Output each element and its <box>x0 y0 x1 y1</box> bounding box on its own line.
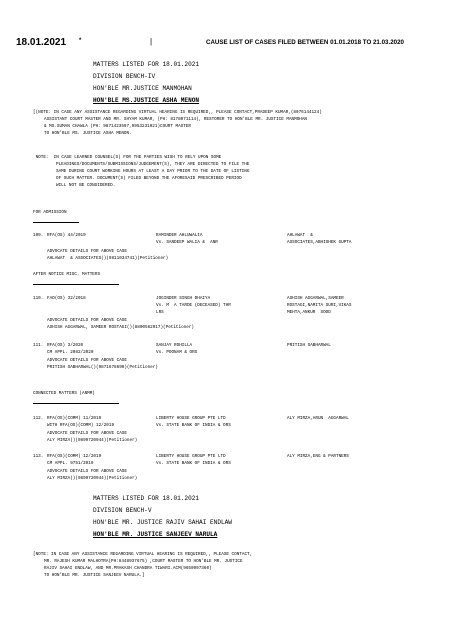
case-advocate: PRITISH SABHARWAL <box>287 343 331 348</box>
list-date-marker: * <box>79 38 82 44</box>
section-heading: FOR ADMISSION <box>33 210 67 215</box>
note-line: PLEADINGS/DOCUMENTS/SUBMISSIONS/JUDGEMENT(S), THEY ARE DIRECTED TO FILE THE <box>56 162 250 167</box>
case-title: RFA(OS)(COMM) 11/2019 <box>47 416 102 421</box>
section-heading: CONNECTED MATTERS (ANMM) <box>33 391 95 396</box>
advocate-details: ADVOCATE DETAILS FOR ABOVE CASE <box>47 431 127 436</box>
case-advocate: MEHTA,ANKUR SOOD <box>287 310 331 315</box>
note-line: OF SUCH MATTER. DOCUMENT(S) FILED BEYOND THE AFORESAID PRESCRIBED PERIOD <box>56 176 242 181</box>
note-line: TO HON'BLE MR. JUSTICE SANJEEV NARULA.] <box>44 573 145 578</box>
case-number: 110. <box>33 296 44 301</box>
bench-matters-listed: MATTERS LISTED FOR 18.01.2021 <box>93 61 200 68</box>
section-divider <box>33 284 119 285</box>
case-application: WITH RFA(OS)(COMM) 12/2019 <box>47 423 115 428</box>
case-number: 112. <box>33 416 44 421</box>
case-party: LIBERTY HOUSE GROUP PTE LTD <box>156 454 226 459</box>
case-advocate: AHLAWAT & <box>287 233 313 238</box>
case-party: RAMINDER AHLUWALIA <box>156 233 203 238</box>
case-advocate: ASSOCIATES,ABHISHEK GUPTA <box>287 240 352 245</box>
bench-division: DIVISION BENCH-V <box>93 507 152 514</box>
note-line: ASSISTANT COURT MASTER AND MR. SHYAM KUMAR, (PH: 8178071114), RESTORER TO HON'BLE MR. JUSTICE MANMOHAN <box>44 117 308 122</box>
note-line: MR. RAJESH KUMAR MALHOTRA(PH:8448937675) ,COURT MASTER TO HON'BLE MR. JUSTICE <box>44 559 243 564</box>
note-line: NOTE: IN CASE LEARNED COUNSEL(S) FOR THE PARTIES WISH TO RELY UPON SOME <box>33 155 222 160</box>
case-number: 111. <box>33 343 44 348</box>
bench-matters-listed: MATTERS LISTED FOR 18.01.2021 <box>93 495 200 502</box>
case-title: RFA(OS)(COMM) 12/2019 <box>47 454 102 459</box>
case-advocate: ALY MIRZA,ARUN AGGARWAL <box>287 416 349 421</box>
advocate-details: ALY MIRZA()(9899720944)(Petitioner) <box>47 438 138 443</box>
note-line: WILL NOT BE CONSIDERED. <box>56 183 116 188</box>
case-advocate: ALY MIRZA,ENG & PARTNERS <box>287 454 349 459</box>
case-title: FAO(OS) 32/2018 <box>47 296 86 301</box>
case-party: Vs. SANDEEP WALIA & ANR <box>156 240 218 245</box>
case-party: LRS <box>156 310 164 315</box>
section-divider <box>33 403 119 404</box>
header-separator: | <box>150 37 153 46</box>
advocate-details: ASHISH AGGARWAL, SAMEER ROSTAGI()(8800562917)(Petitioner) <box>47 325 194 330</box>
case-title: RFA(OS) 44/2019 <box>47 233 86 238</box>
note-line: [(NOTE: IN CASE ANY ASSISTANCE REGARDING VIRTUAL HEARING IS REQUIRED,, PLEASE CONTACT,PRADEEP KUMAR,(8076144124) <box>33 110 322 115</box>
case-party: JOGINDER SINGH DHAIYA <box>156 296 211 301</box>
advocate-details: AHLAWAT & ASSOCIATES()(9811034741)(Petitioner) <box>47 256 169 261</box>
list-date: 18.01.2021 <box>16 37 67 48</box>
advocate-details: ADVOCATE DETAILS FOR ABOVE CASE <box>47 318 127 323</box>
section-heading: AFTER NOTICE MISC. MATTERS <box>33 272 101 277</box>
case-number: 109. <box>33 233 44 238</box>
case-party: Vs. STATE BANK OF INDIA & ORS <box>156 423 231 428</box>
page-title: CAUSE LIST OF CASES FILED BETWEEN 01.01.2018 TO 21.03.2020 <box>206 39 404 46</box>
bench-judge: HON'BLE MS.JUSTICE ASHA MENON <box>93 97 200 104</box>
bench-judge: HON'BLE MR. JUSTICE RAJIV SAHAI ENDLAW <box>93 519 232 526</box>
case-advocate: ASHISH AGGARWAL,SAMEER <box>287 296 344 301</box>
advocate-details: ALY MIRZA()(9899720944)(Petitioner) <box>47 476 138 481</box>
case-party: LIBERTY HOUSE GROUP PTE LTD <box>156 416 226 421</box>
case-title: RFA(OS) 3/2020 <box>47 343 84 348</box>
note-line: TO HON'BLE MS. JUSTICE ASHA MENON. <box>44 131 132 136</box>
case-application: CM APPL. 9751/2019 <box>47 461 94 466</box>
section-divider <box>33 222 79 223</box>
advocate-details: ADVOCATE DETAILS FOR ABOVE CASE <box>47 358 127 363</box>
case-party: Vs. STATE BANK OF INDIA & ORS <box>156 461 231 466</box>
case-party: Vs. POONAM & ORS <box>156 350 198 355</box>
advocate-details: ADVOCATE DETAILS FOR ABOVE CASE <box>47 469 127 474</box>
note-line: SAME DURING COURT WORKING HOURS AT LEAST A DAY PRIOR TO THE DATE OF LISTING <box>56 169 250 174</box>
advocate-details: ADVOCATE DETAILS FOR ABOVE CASE <box>47 249 127 254</box>
note-line: & MS.SUMAN CHAWLA (PH: 9871423597,9953231021)COURT MASTER <box>44 124 191 129</box>
bench-judge: HON'BLE MR.JUSTICE MANMOHAN <box>93 85 192 92</box>
case-party: Vs. M A TARDE (DECEASED) THR <box>156 303 231 308</box>
case-party: SANJAY ROHILLA <box>156 343 193 348</box>
bench-judge: HON'BLE MR. JUSTICE SANJEEV NARULA <box>93 531 218 538</box>
advocate-details: PRITISH SABHARWAL()(9871678690)(Petitioner) <box>47 365 158 370</box>
note-line: [NOTE: IN CASE ANY ASSISTANCE REGARDING VIRTUAL HEARING IS REQUIRED,, PLEASE CONTACT, <box>33 552 253 557</box>
bench-division: DIVISION BENCH-IV <box>93 73 156 80</box>
note-line: RAJIV SAHAI ENDLAW, AND MR.PRAKASH CHANDRA TIWARI.ACM(9650997360) <box>44 566 212 571</box>
case-number: 113. <box>33 454 44 459</box>
case-application: CM APPL. 2082/2020 <box>47 350 94 355</box>
case-advocate: ROSTAGI,NAMITA SURI,VIKAS <box>287 303 352 308</box>
